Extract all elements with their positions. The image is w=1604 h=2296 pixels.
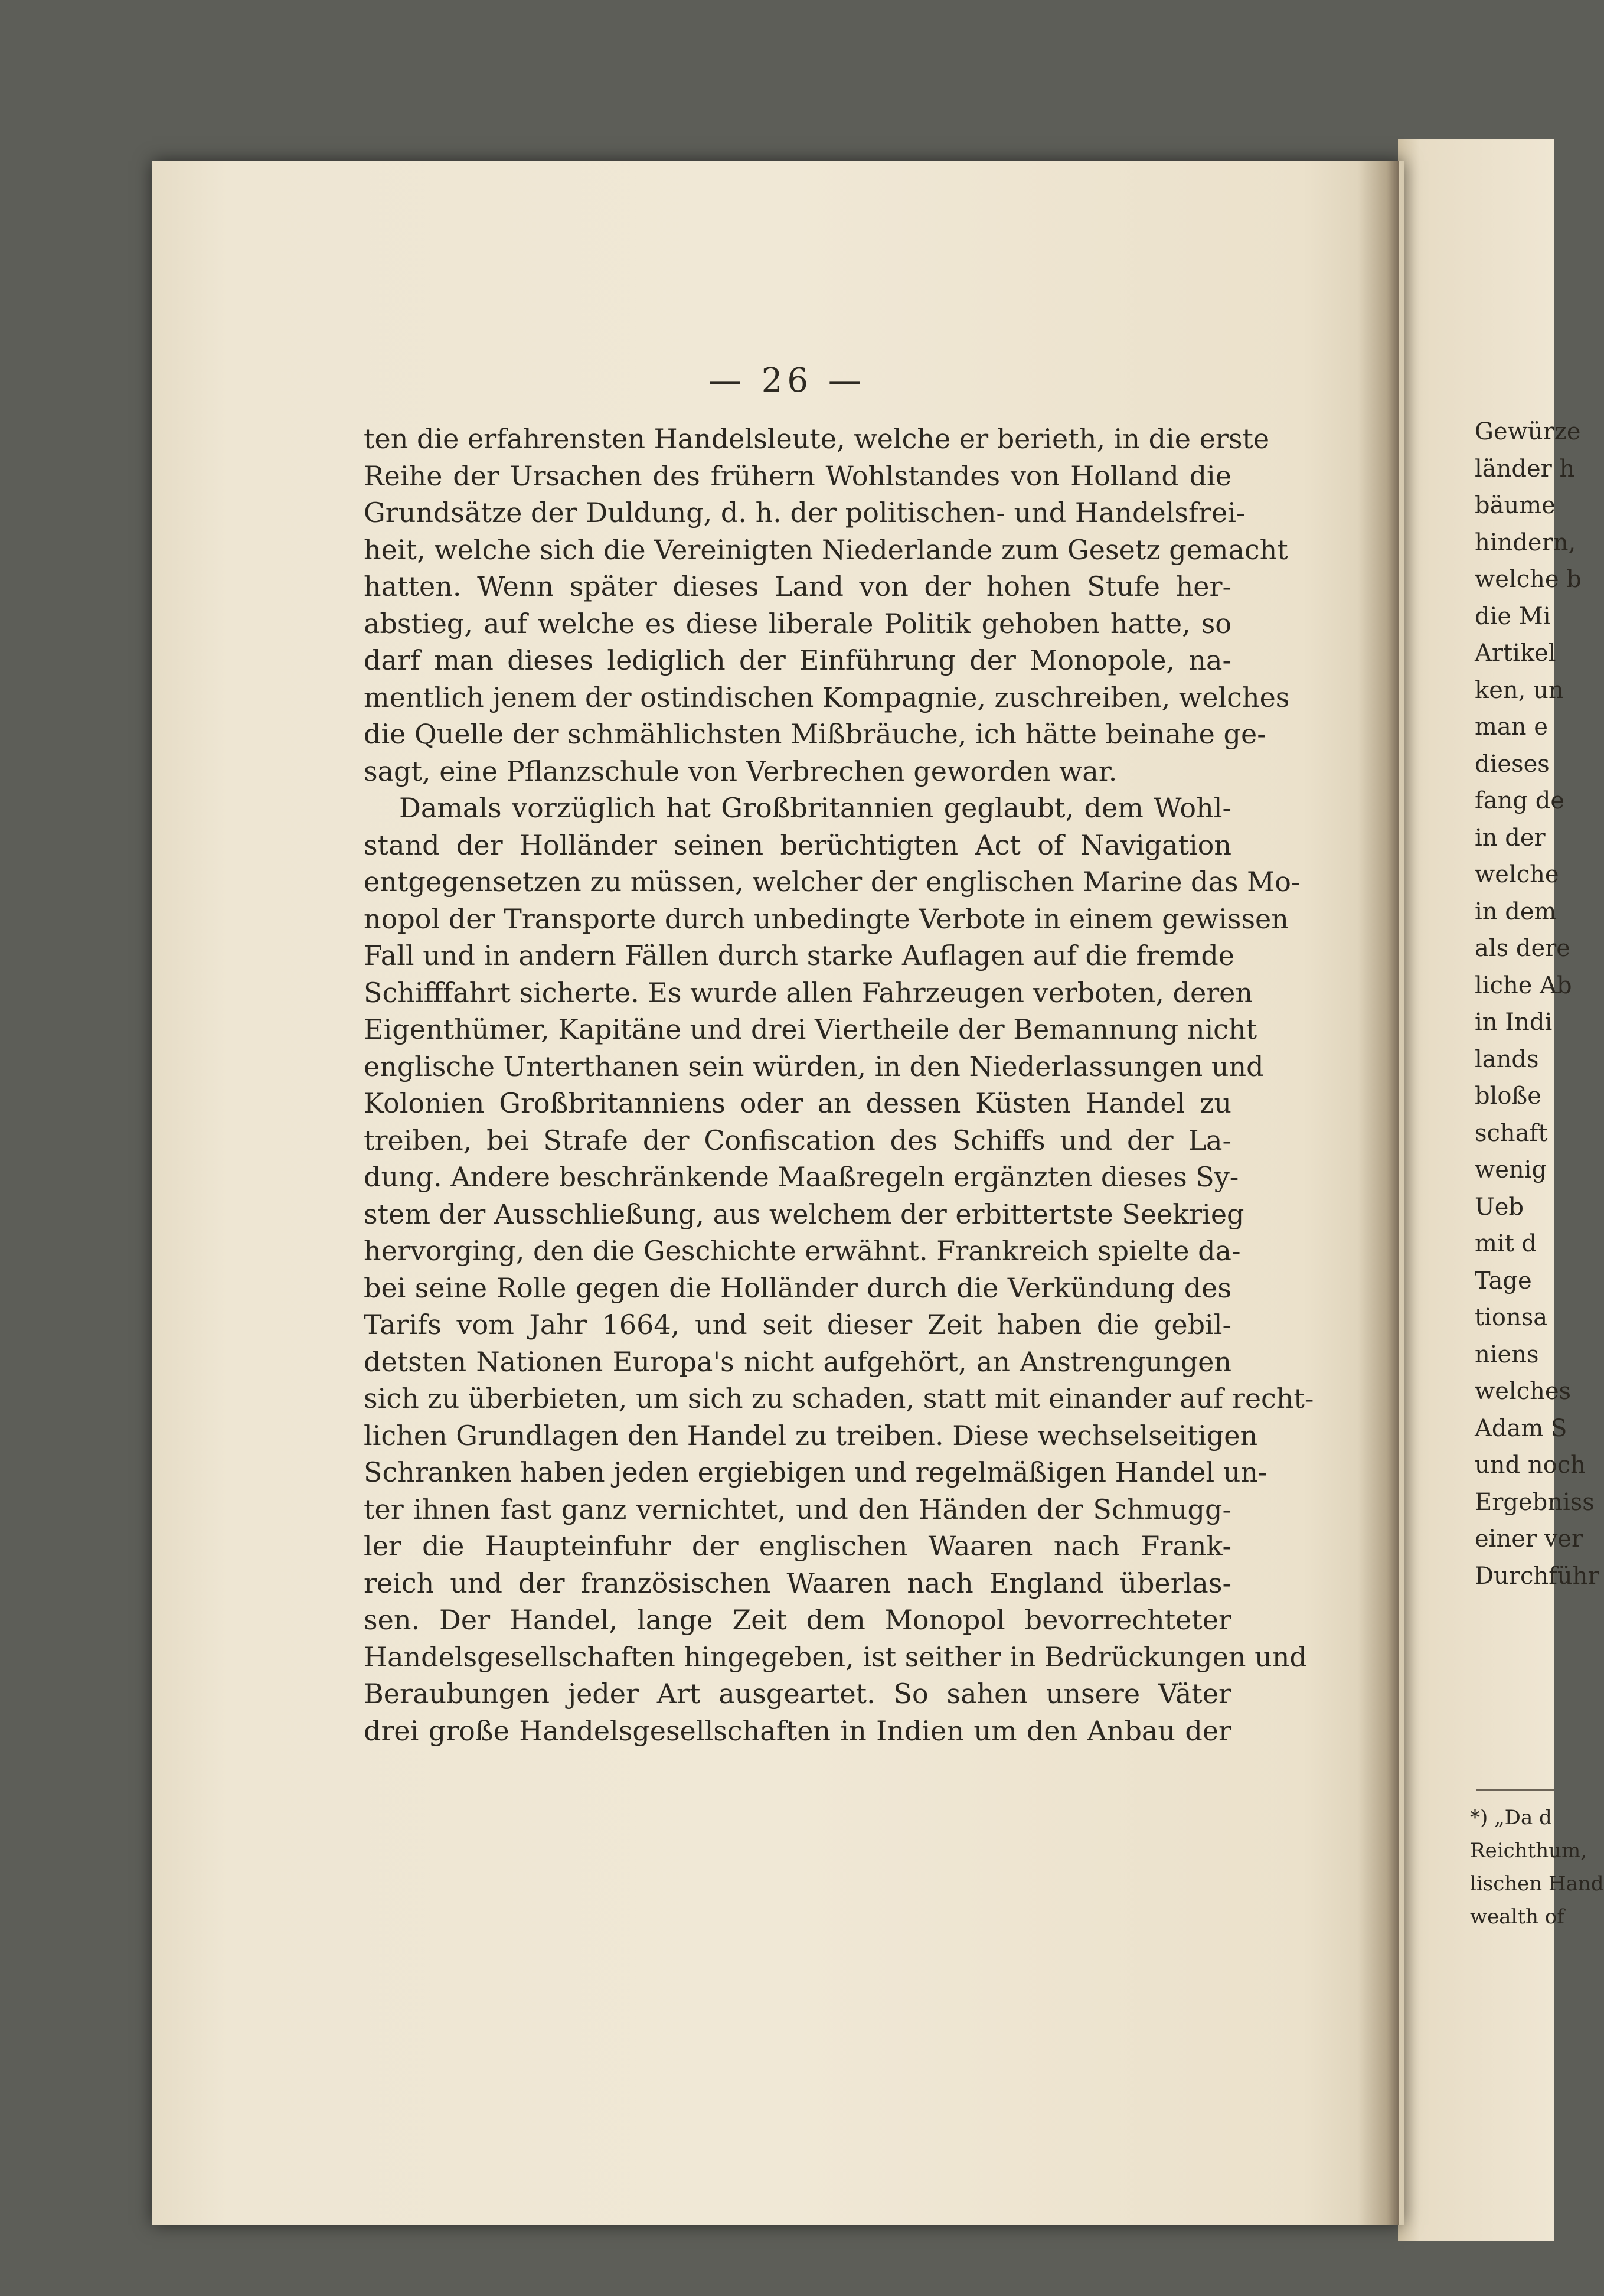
text-line: sagt, eine Pflanzschule von Verbrechen geworden war.	[364, 755, 1118, 787]
text-line: bei seine Rolle gegen die Holländer durch die Verkündung des	[364, 1271, 1231, 1304]
right-text-line: in dem	[1475, 898, 1557, 925]
right-text-line: fang de	[1475, 787, 1565, 814]
text-line: nopol der Transporte durch unbedingte Verbote in einem gewissen	[364, 902, 1289, 935]
text-line: sich zu überbieten, um sich zu schaden, statt mit einander auf recht-	[364, 1382, 1314, 1414]
right-page-text	[1475, 413, 1599, 1594]
book-gutter	[1358, 161, 1399, 2225]
text-line: stand der Holländer seinen berüchtigten Act of Navigation	[364, 829, 1231, 861]
right-text-line: einer ver	[1475, 1525, 1583, 1553]
text-line: dung. Andere beschränkende Maaßregeln ergänzten dieses Sy-	[364, 1161, 1239, 1193]
page-number: — 26 —	[708, 361, 866, 400]
text-line: darf man dieses lediglich der Einführung der Monopole, na-	[364, 644, 1231, 676]
text-line: die Quelle der schmählichsten Mißbräuche, ich hätte beinahe ge-	[364, 718, 1266, 750]
text-line: Tarifs vom Jahr 1664, und seit dieser Zeit haben die gebil-	[364, 1309, 1231, 1341]
right-text-line: Adam S	[1475, 1414, 1567, 1442]
text-line: ter ihnen fast ganz vernichtet, und den Händen der Schmugg-	[364, 1493, 1231, 1525]
right-text-line: welche b	[1475, 566, 1582, 593]
right-text-line: Artikel	[1475, 640, 1556, 667]
footnote-line: lischen Hand	[1470, 1872, 1604, 1896]
text-line: Damals vorzüglich hat Großbritannien geglaubt, dem Wohl-	[399, 792, 1231, 824]
text-line: Handelsgesellschaften hingegeben, ist seither in Bedrückungen und	[364, 1641, 1307, 1673]
footnote-divider	[1476, 1789, 1554, 1791]
right-text-line: die Mi	[1475, 602, 1551, 630]
footnote-line: Reichthum,	[1470, 1839, 1587, 1863]
right-text-line: Ueb	[1475, 1193, 1524, 1221]
text-line: Fall und in andern Fällen durch starke Auflagen auf die fremde	[364, 940, 1235, 971]
right-text-line: wenig	[1475, 1156, 1547, 1183]
text-line: mentlich jenem der ostindischen Kompagnie, zuschreiben, welches	[364, 681, 1290, 713]
right-text-line: ken, un	[1475, 676, 1564, 704]
text-line: Grundsätze der Duldung, d. h. der politischen- und Handelsfrei-	[364, 497, 1246, 529]
right-text-line: bäume	[1475, 492, 1556, 519]
right-text-line: niens	[1475, 1341, 1539, 1368]
text-line: abstieg, auf welche es diese liberale Politik gehoben hatte, so	[364, 607, 1231, 640]
footnote-line: wealth of	[1470, 1905, 1564, 1929]
text-line: treiben, bei Strafe der Confiscation des Schiffs und der La-	[364, 1124, 1231, 1156]
text-line: Kolonien Großbritanniens oder an dessen Küsten Handel zu	[364, 1087, 1231, 1119]
right-text-line: man e	[1475, 713, 1548, 741]
right-page-footnote	[1470, 1801, 1604, 1933]
right-text-line: in der	[1475, 824, 1546, 852]
text-line: lichen Grundlagen den Handel zu treiben. Diese wechselseitigen	[364, 1419, 1258, 1452]
text-line: ler die Haupteinfuhr der englischen Waaren nach Frank-	[364, 1530, 1231, 1562]
text-line: Schranken haben jeden ergiebigen und regelmäßigen Handel un-	[364, 1456, 1267, 1488]
text-line: reich und der französischen Waaren nach England überlas-	[364, 1567, 1231, 1599]
text-line: heit, welche sich die Vereinigten Niederlande zum Gesetz gemacht	[364, 533, 1288, 566]
right-text-line: Gewürze	[1475, 418, 1581, 445]
right-text-line: tionsa	[1475, 1304, 1548, 1331]
text-line: drei große Handelsgesellschaften in Indien um den Anbau der	[364, 1714, 1231, 1747]
text-line: hatten. Wenn später dieses Land von der hohen Stufe her-	[364, 570, 1231, 602]
right-text-line: hindern,	[1475, 529, 1576, 556]
text-line: detsten Nationen Europa's nicht aufgehört, an Anstrengungen	[364, 1345, 1231, 1378]
right-text-line: schaft	[1475, 1119, 1548, 1147]
right-text-line: liche Ab	[1475, 971, 1572, 999]
text-line: ten die erfahrensten Handelsleute, welche er berieth, in die erste	[364, 423, 1270, 455]
right-text-line: Tage	[1475, 1267, 1532, 1294]
right-text-line: und noch	[1475, 1452, 1586, 1479]
footnote-line: *) „Da d	[1470, 1806, 1552, 1829]
right-text-line: Ergebniss	[1475, 1488, 1595, 1516]
right-text-line: lands	[1475, 1045, 1539, 1073]
text-line: stem der Ausschließung, aus welchem der erbittertste Seekrieg	[364, 1198, 1244, 1230]
body-text	[364, 420, 1314, 1749]
text-line: hervorging, den die Geschichte erwähnt. Frankreich spielte da-	[364, 1235, 1241, 1267]
right-text-line: Durchführ	[1475, 1562, 1599, 1590]
text-line: sen. Der Handel, lange Zeit dem Monopol bevorrechteter	[364, 1604, 1231, 1636]
right-text-line: länder h	[1475, 455, 1575, 482]
text-line: Eigenthümer, Kapitäne und drei Viertheile der Bemannung nicht	[364, 1013, 1257, 1045]
text-line: Reihe der Ursachen des frühern Wohlstandes von Holland die	[364, 459, 1231, 492]
right-text-line: dieses	[1475, 750, 1550, 778]
text-line: Beraubungen jeder Art ausgeartet. So sahen unsere Väter	[364, 1678, 1231, 1710]
right-text-line: als dere	[1475, 935, 1570, 962]
right-text-line: mit d	[1475, 1230, 1537, 1257]
text-line: englische Unterthanen sein würden, in den Niederlassungen und	[364, 1050, 1264, 1082]
text-line: entgegensetzen zu müssen, welcher der englischen Marine das Mo-	[364, 866, 1301, 898]
text-line: Schifffahrt sicherte. Es wurde allen Fahrzeugen verboten, deren	[364, 976, 1253, 1009]
right-text-line: in Indi	[1475, 1009, 1553, 1036]
right-text-line: welches	[1475, 1378, 1572, 1405]
right-text-line: welche	[1475, 861, 1559, 888]
right-text-line: bloße	[1475, 1082, 1541, 1110]
